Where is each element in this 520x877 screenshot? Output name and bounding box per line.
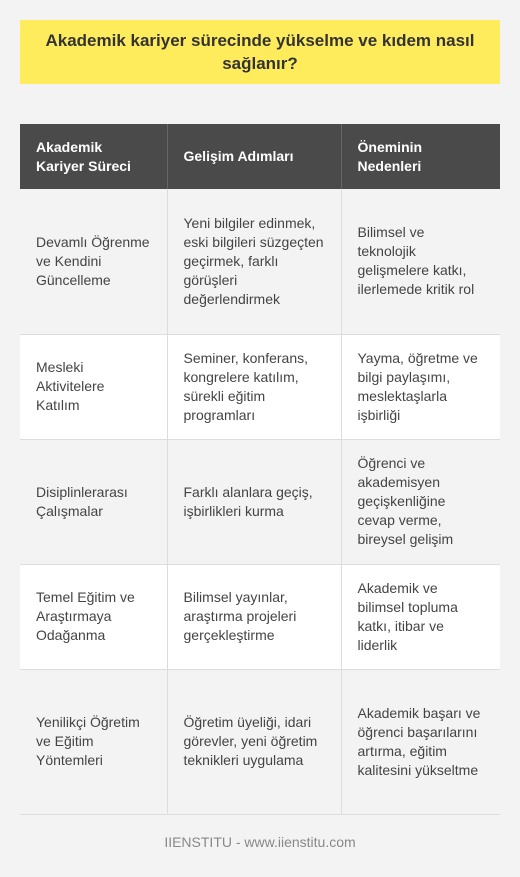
cell-process: Devamlı Öğrenme ve Kendini Güncelleme (20, 189, 167, 334)
table-row (20, 439, 500, 564)
cell-reasons: Akademik başarı ve öğrenci başarılarını artırma, eğitim kalitesini yükseltme (341, 669, 500, 814)
cell-reasons: Akademik ve bilimsel topluma katkı, itibar ve liderlik (341, 564, 500, 669)
footer-credit: IIENSTITU - www.iienstitu.com (164, 834, 356, 850)
column-header-steps: Gelişim Adımları (167, 124, 341, 189)
table-row (20, 669, 500, 814)
cell-process: Mesleki Aktivitelere Katılım (20, 334, 167, 439)
cell-steps: Öğretim üyeliği, idari görevler, yeni öğretim teknikleri uygulama (167, 669, 341, 814)
column-header-process: Akademik Kariyer Süreci (20, 124, 167, 189)
cell-reasons: Öğrenci ve akademisyen geçişkenliğine cevap verme, bireysel gelişim (341, 439, 500, 564)
cell-steps: Bilimsel yayınlar, araştırma projeleri gerçekleştirme (167, 564, 341, 669)
table-row (20, 564, 500, 669)
cell-steps: Farklı alanlara geçiş, işbirlikleri kurma (167, 439, 341, 564)
cell-reasons: Yayma, öğretme ve bilgi paylaşımı, meslektaşlarla işbirliği (341, 334, 500, 439)
cell-process: Disiplinlerarası Çalışmalar (20, 439, 167, 564)
cell-process: Temel Eğitim ve Araştırmaya Odağanma (20, 564, 167, 669)
cell-reasons: Bilimsel ve teknolojik gelişmelere katkı, ilerlemede kritik rol (341, 189, 500, 334)
cell-steps: Yeni bilgiler edinmek, eski bilgileri süzgeçten geçirmek, farklı görüşleri değerlendirmek (167, 189, 341, 334)
career-table (20, 124, 500, 815)
title-banner (20, 20, 500, 84)
page-title: Akademik kariyer sürecinde yükselme ve kıdem nasıl sağlanır? (45, 31, 475, 73)
table-row (20, 334, 500, 439)
column-header-reasons: Öneminin Nedenleri (341, 124, 500, 189)
cell-steps: Seminer, konferans, kongrelere katılım, sürekli eğitim programları (167, 334, 341, 439)
cell-process: Yenilikçi Öğretim ve Eğitim Yöntemleri (20, 669, 167, 814)
table-row (20, 189, 500, 334)
table-header-row (20, 124, 500, 189)
